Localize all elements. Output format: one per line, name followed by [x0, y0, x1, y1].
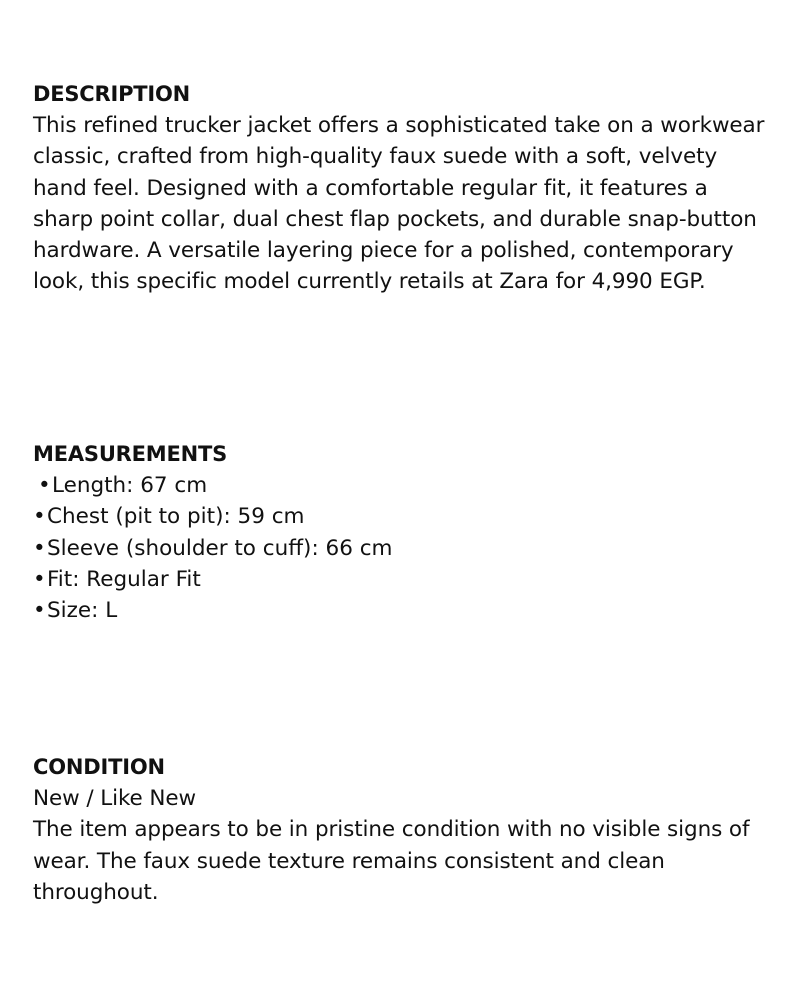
- bullet-icon: •: [33, 566, 46, 592]
- measurement-item-size: [33, 595, 773, 626]
- description-text: This refined trucker jacket offers a sophisticated take on a workwear classic, crafted from high-quality faux suede with a soft, velvety hand feel. Designed with a comfortable regular fit, it features a sharp point collar, dual chest flap pockets, and durable snap-button hardware. A versatile layering piece for a polished, contemporary look, this specific model currently retails at Zara for 4,990 EGP.: [33, 113, 765, 295]
- condition-text: The item appears to be in pristine condition with no visible signs of wear. The faux suede texture remains consistent and clean throughout.: [33, 817, 750, 905]
- description-section: [33, 79, 773, 298]
- measurement-text: Sleeve (shoulder to cuff): 66 cm: [47, 535, 393, 561]
- measurements-list: [33, 470, 773, 626]
- bullet-icon: •: [38, 473, 51, 498]
- bullet-icon: •: [33, 504, 46, 530]
- measurement-text: Size: L: [47, 598, 118, 624]
- measurement-item-chest: [33, 501, 773, 532]
- measurement-text: Length: 67 cm: [52, 473, 208, 498]
- description-heading: DESCRIPTION: [33, 82, 191, 106]
- measurements-heading: MEASUREMENTS: [33, 442, 228, 466]
- bullet-icon: •: [33, 535, 46, 561]
- measurement-text: Chest (pit to pit): 59 cm: [47, 504, 305, 530]
- measurement-item-sleeve: [33, 533, 773, 564]
- measurements-section: [33, 439, 773, 626]
- measurement-item-length: [33, 470, 773, 501]
- bullet-icon: •: [33, 598, 46, 624]
- measurement-item-fit: [33, 564, 773, 595]
- condition-status: New / Like New: [33, 786, 196, 811]
- condition-section: [33, 752, 773, 908]
- measurement-text: Fit: Regular Fit: [47, 566, 201, 592]
- condition-heading: CONDITION: [33, 755, 165, 779]
